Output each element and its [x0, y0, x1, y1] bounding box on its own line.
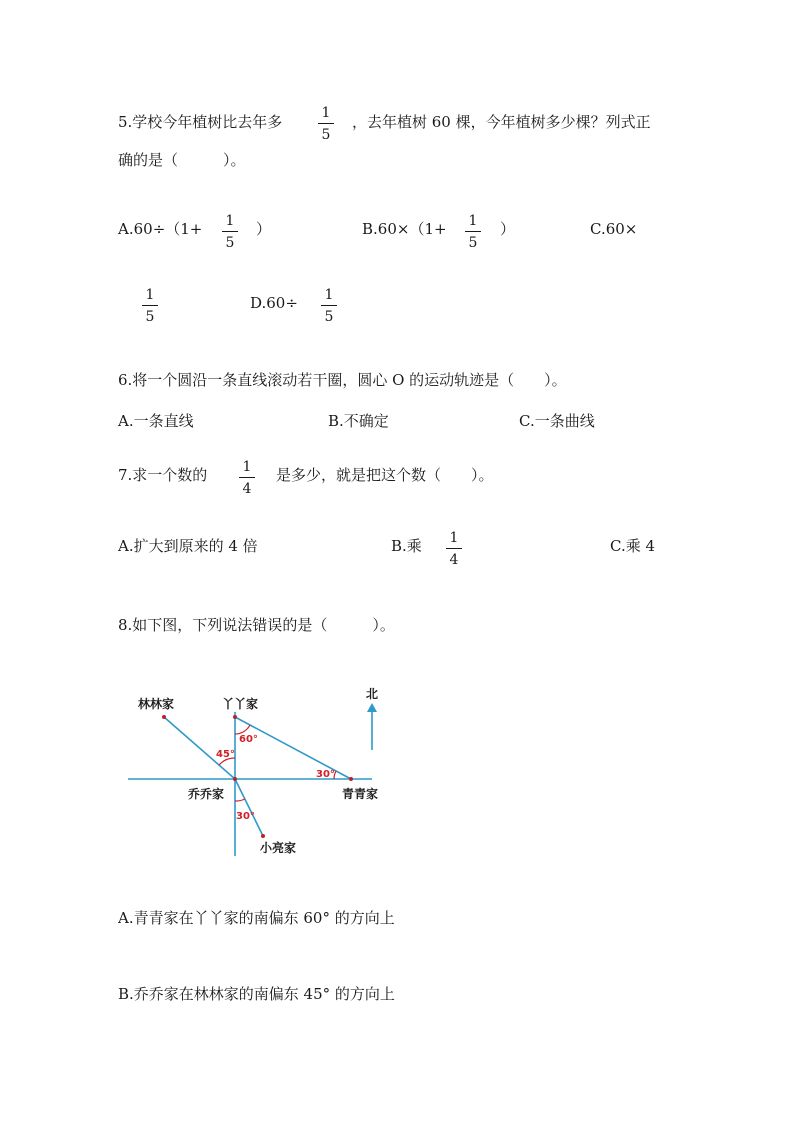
angle-arc-30-bottom — [235, 799, 245, 801]
fraction-denominator: 5 — [145, 309, 155, 325]
label-north: 北 — [366, 687, 379, 701]
angle-arc-60 — [235, 725, 250, 734]
q5-option-a-fraction — [222, 213, 238, 251]
q5-option-a-text: A.60÷（1+ — [118, 220, 203, 238]
fraction-numerator: 1 — [145, 287, 155, 303]
fraction-numerator: 1 — [324, 287, 334, 303]
fraction-denominator: 5 — [324, 309, 334, 325]
fraction-bar — [321, 305, 337, 306]
line-linlin-qiaoqiao — [164, 717, 235, 779]
q5-option-b-close: ） — [500, 220, 516, 238]
point-qingqing — [349, 777, 353, 781]
north-arrow-icon — [367, 703, 377, 712]
label-yaya: 丫丫家 — [222, 697, 259, 711]
fraction-numerator: 1 — [449, 530, 459, 546]
fraction-bar — [239, 477, 255, 478]
point-yaya — [233, 715, 237, 719]
q5-option-b-text: B.60×（1+ — [362, 220, 447, 238]
q7-option-c: C.乘 4 — [610, 537, 656, 555]
fraction-bar — [446, 548, 462, 549]
fraction-numerator: 1 — [468, 213, 478, 229]
fraction-denominator: 5 — [225, 235, 235, 251]
q5-stem-part2: ，去年植树 60 棵，今年植树多少棵？列式正 — [352, 113, 651, 131]
label-linlin: 林林家 — [138, 697, 175, 711]
q5-option-d-fraction — [321, 287, 337, 325]
label-xiaoliang: 小亮家 — [260, 841, 297, 855]
q7-stem-fraction — [239, 459, 255, 497]
q7-option-a: A.扩大到原来的 4 倍 — [118, 537, 258, 555]
label-qingqing: 青青家 — [342, 787, 379, 801]
fraction-denominator: 4 — [449, 552, 459, 568]
label-qiaoqiao: 乔乔家 — [188, 787, 225, 801]
fraction-denominator: 4 — [242, 481, 252, 497]
line-qiaoqiao-xiaoliang — [235, 779, 263, 836]
fraction-denominator: 5 — [321, 127, 331, 143]
q5-option-a-close: ） — [256, 220, 272, 238]
fraction-bar — [465, 231, 481, 232]
q7-stem-part1: 7.求一个数的 — [118, 466, 208, 484]
fraction-numerator: 1 — [242, 459, 252, 475]
q6-option-b: B.不确定 — [328, 412, 389, 430]
q6-option-c: C.一条曲线 — [519, 412, 595, 430]
angle-label-60: 60° — [239, 734, 258, 745]
q5-stem-fraction — [318, 105, 334, 143]
point-qiaoqiao — [233, 777, 237, 781]
fraction-numerator: 1 — [225, 213, 235, 229]
q6-stem: 6.将一个圆沿一条直线滚动若干圈，圆心 O 的运动轨迹是（ ）。 — [118, 371, 567, 389]
point-xiaoliang — [261, 834, 265, 838]
fraction-bar — [222, 231, 238, 232]
fraction-numerator: 1 — [321, 105, 331, 121]
q7-stem-part2: 是多少，就是把这个数（ ）。 — [276, 466, 494, 484]
point-linlin — [162, 715, 166, 719]
q8-option-a: A.青青家在丫丫家的南偏东 60° 的方向上 — [118, 909, 395, 927]
direction-diagram — [120, 680, 420, 870]
q7-option-b-fraction — [446, 530, 462, 568]
angle-label-45: 45° — [216, 749, 235, 760]
q5-option-b-fraction — [465, 213, 481, 251]
q5-stem-part3: 确的是（ ）。 — [118, 151, 246, 169]
q6-option-a: A.一条直线 — [118, 412, 194, 430]
q7-option-b-text: B.乘 — [391, 537, 422, 555]
fraction-bar — [142, 305, 158, 306]
q8-stem: 8.如下图，下列说法错误的是（ ）。 — [118, 616, 395, 634]
q8-option-b: B.乔乔家在林林家的南偏东 45° 的方向上 — [118, 985, 395, 1003]
q5-stem-part1: 5.学校今年植树比去年多 — [118, 113, 283, 131]
q5-option-d-text: D.60÷ — [250, 294, 298, 312]
angle-label-30-right: 30° — [316, 769, 335, 780]
q5-option-c-text: C.60× — [590, 220, 638, 238]
fraction-bar — [318, 123, 334, 124]
q5-option-c-fraction — [142, 287, 158, 325]
angle-label-30-bottom: 30° — [236, 811, 255, 822]
fraction-denominator: 5 — [468, 235, 478, 251]
